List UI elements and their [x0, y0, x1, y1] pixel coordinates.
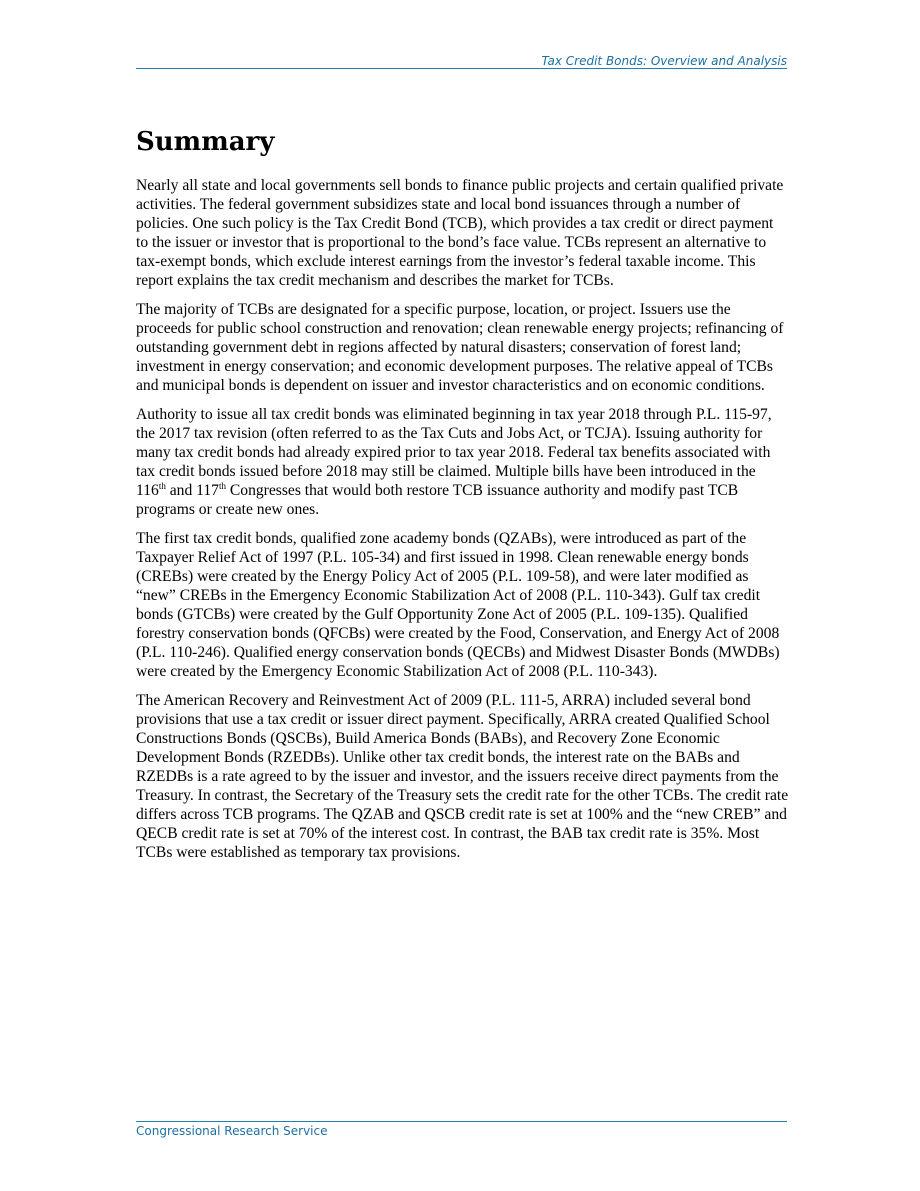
header-divider — [136, 68, 787, 69]
ordinal-superscript: th — [218, 480, 226, 491]
summary-paragraph-4: The first tax credit bonds, qualified zone academy bonds (QZABs), were introduced as part of the Taxpayer Relief Act of 1997 (P.L. 105-34) and first issued in 1998. Clean renewable energy bonds (CREBs) were created by the Energy Policy Act of 2005 (P.L. 109-58), and were later modified as “new” CREBs in the Emergency Economic Stabilization Act of 2008 (P.L. 110-343). Gulf tax credit bonds (GTCBs) were created by the Gulf Opportunity Zone Act of 2005 (P.L. 109-135). Qualified forestry conservation bonds (QFCBs) were created by the Food, Conservation, and Energy Act of 2008 (P.L. 110-246). Qualified energy conservation bonds (QECBs) and Midwest Disaster Bonds (MWDBs) were created by the Emergency Economic Stabilization Act of 2008 (P.L. 110-343). — [136, 530, 780, 680]
paragraph-text: Authority to issue all tax credit bonds was eliminated beginning in tax year 2018 through P.L. 115-97, the 2017 tax revision (often referred to as the Tax Cuts and Jobs Act, or TCJA). Issuing authority for many tax credit bonds had already expired prior to tax year 2018. Federal tax benefits associated with tax credit bonds issued before 2018 may still be claimed. Multiple bills have been introduced in the 116 — [136, 406, 772, 499]
summary-paragraph-1: Nearly all state and local governments sell bonds to finance public projects and certain qualified private activities. The federal government subsidizes state and local bond issuances through a number of policies. One such policy is the Tax Credit Bond (TCB), which provides a tax credit or direct payment to the issuer or investor that is proportional to the bond’s face value. TCBs represent an alternative to tax-exempt bonds, which exclude interest earnings from the investor’s federal taxable income. This report explains the tax credit mechanism and describes the market for TCBs. — [136, 177, 784, 289]
running-header-title: Tax Credit Bonds: Overview and Analysis — [541, 54, 787, 68]
main-content — [136, 120, 789, 872]
paragraph-text: Congresses that would both restore TCB issuance authority and modify past TCB programs or create new ones. — [136, 482, 739, 518]
section-heading: Summary — [136, 127, 275, 157]
footer-divider — [136, 1121, 787, 1122]
summary-paragraph-3 — [136, 405, 789, 519]
summary-paragraph-5: The American Recovery and Reinvestment Act of 2009 (P.L. 111-5, ARRA) included several bond provisions that use a tax credit or issuer direct payment. Specifically, ARRA created Qualified School Constructions Bonds (QSCBs), Build America Bonds (BABs), and Recovery Zone Economic Development Bonds (RZEDBs). Unlike other tax credit bonds, the interest rate on the BABs and RZEDBs is a rate agreed to by the issuer and investor, and the issuers receive direct payments from the Treasury. In contrast, the Secretary of the Treasury sets the credit rate for the other TCBs. The credit rate differs across TCB programs. The QZAB and QSCB credit rate is set at 100% and the “new CREB” and QECB credit rate is set at 70% of the interest cost. In contrast, the BAB tax credit rate is 35%. Most TCBs were established as temporary tax provisions. — [136, 692, 789, 861]
running-footer-organization: Congressional Research Service — [136, 1124, 328, 1138]
summary-paragraph-2: The majority of TCBs are designated for a specific purpose, location, or project. Issuers use the proceeds for public school construction and renovation; clean renewable energy projects; refinancing of outstanding government debt in regions affected by natural disasters; conservation of forest land; investment in energy conservation; and economic development purposes. The relative appeal of TCBs and municipal bonds is dependent on issuer and investor characteristics and on economic conditions. — [136, 301, 784, 394]
paragraph-text: and 117 — [165, 482, 219, 499]
ordinal-superscript: th — [158, 480, 166, 491]
